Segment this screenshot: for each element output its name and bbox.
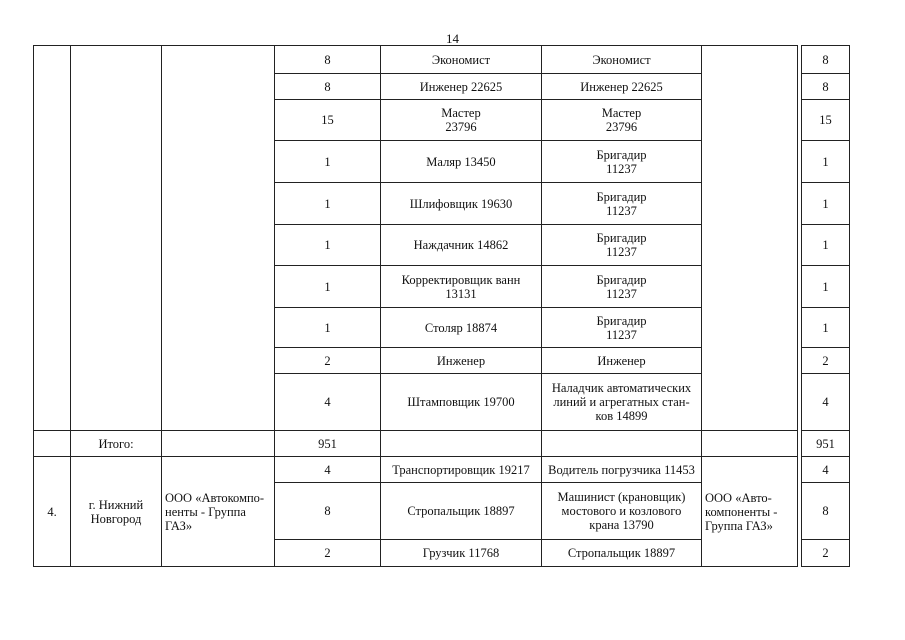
profession-from-cell: Столяр 18874	[381, 308, 542, 348]
profession-from-cell: Мастер 23796	[381, 100, 542, 141]
qty2-cell: 1	[802, 225, 850, 266]
profession-to-cell: Водитель погрузчика 11453	[542, 457, 702, 483]
total-qty: 951	[275, 431, 381, 457]
profession-to-cell: Стропальщик 18897	[542, 540, 702, 567]
profession-to-cell: Бригадир 11237	[542, 308, 702, 348]
org-cell-empty	[162, 46, 275, 431]
profession-from-cell: Стропальщик 18897	[381, 483, 542, 540]
qty-cell: 1	[275, 308, 381, 348]
qty-cell: 8	[275, 483, 381, 540]
page-number: 14	[446, 31, 459, 46]
qty-cell: 4	[275, 457, 381, 483]
table-row	[34, 46, 850, 74]
qty-cell: 1	[275, 266, 381, 308]
profession-from-cell: Штамповщик 19700	[381, 374, 542, 431]
profession-from-cell: Наждачник 14862	[381, 225, 542, 266]
profession-from-cell: Корректировщик ванн 13131	[381, 266, 542, 308]
profession-from-cell: Маляр 13450	[381, 141, 542, 183]
profession-to-cell: Инженер	[542, 348, 702, 374]
qty-cell: 1	[275, 183, 381, 225]
total-label: Итого:	[71, 431, 162, 457]
qty2-cell: 1	[802, 266, 850, 308]
qty2-cell: 2	[802, 540, 850, 567]
qty2-cell: 4	[802, 457, 850, 483]
profession-to-cell: Машинист (крановщик) мостового и козлового крана 13790	[542, 483, 702, 540]
qty2-cell: 8	[802, 74, 850, 100]
profession-from-cell: Грузчик 11768	[381, 540, 542, 567]
profession-to-cell: Экономист	[542, 46, 702, 74]
qty2-cell: 8	[802, 483, 850, 540]
profession-from-cell: Экономист	[381, 46, 542, 74]
profession-from-cell: Инженер 22625	[381, 74, 542, 100]
profession-to-cell: Мастер 23796	[542, 100, 702, 141]
qty-cell: 1	[275, 141, 381, 183]
city-cell: г. Нижний Новгород	[71, 457, 162, 567]
qty-cell: 8	[275, 46, 381, 74]
qty2-cell: 1	[802, 308, 850, 348]
profession-to-cell: Бригадир 11237	[542, 225, 702, 266]
qty-cell: 8	[275, 74, 381, 100]
org-to-cell-empty	[702, 46, 798, 431]
org-from-cell: ООО «Автокомпо- ненты - Группа ГАЗ»	[162, 457, 275, 567]
qty-cell: 1	[275, 225, 381, 266]
qty2-cell: 15	[802, 100, 850, 141]
profession-to-cell: Бригадир 11237	[542, 266, 702, 308]
qty2-cell: 8	[802, 46, 850, 74]
section-number: 4.	[34, 457, 71, 567]
num-cell-empty	[34, 46, 71, 431]
total-qty2: 951	[802, 431, 850, 457]
profession-to-cell: Бригадир 11237	[542, 141, 702, 183]
qty2-cell: 1	[802, 141, 850, 183]
qty-cell: 15	[275, 100, 381, 141]
qty-cell: 2	[275, 348, 381, 374]
profession-from-cell: Инженер	[381, 348, 542, 374]
qty2-cell: 1	[802, 183, 850, 225]
total-row	[34, 431, 850, 457]
relocation-table	[33, 45, 850, 567]
qty2-cell: 2	[802, 348, 850, 374]
org-to-cell: ООО «Авто- компоненты - Группа ГАЗ»	[702, 457, 798, 567]
profession-from-cell: Шлифовщик 19630	[381, 183, 542, 225]
profession-to-cell: Бригадир 11237	[542, 183, 702, 225]
city-cell-empty	[71, 46, 162, 431]
qty-cell: 2	[275, 540, 381, 567]
profession-to-cell: Инженер 22625	[542, 74, 702, 100]
profession-to-cell: Наладчик автоматических линий и агрегатных стан- ков 14899	[542, 374, 702, 431]
qty2-cell: 4	[802, 374, 850, 431]
qty-cell: 4	[275, 374, 381, 431]
profession-from-cell: Транспортировщик 19217	[381, 457, 542, 483]
table-row	[34, 457, 850, 483]
